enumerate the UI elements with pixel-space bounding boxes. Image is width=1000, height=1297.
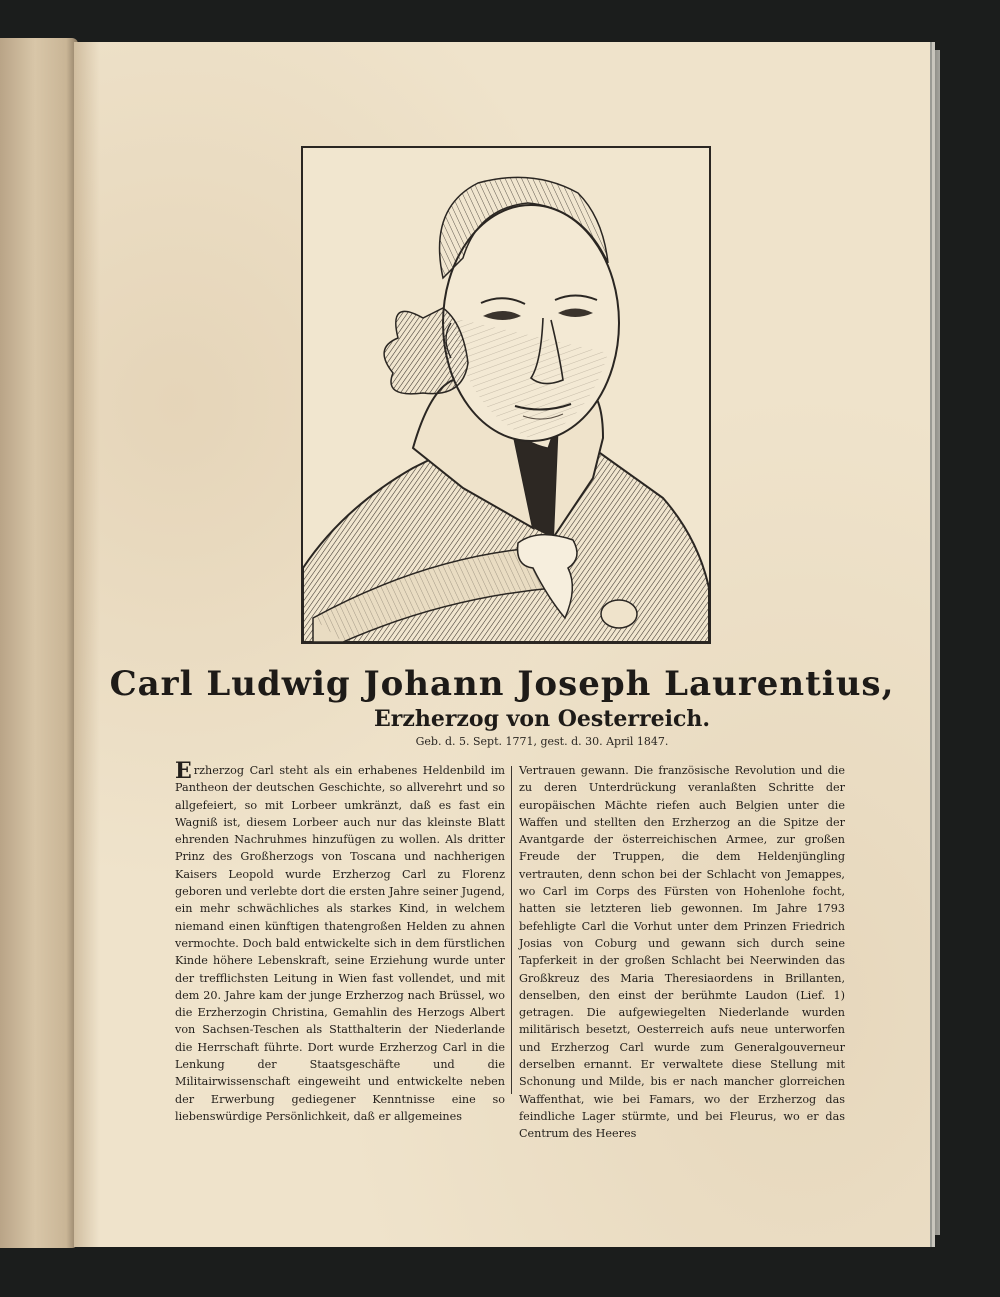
left-page-edge (0, 38, 78, 1248)
life-dates: Geb. d. 5. Sept. 1771, gest. d. 30. April 1847. (415, 735, 669, 748)
column-left-text: rzherzog Carl steht als ein erhabenes Heldenbild im Pantheon der deutschen Geschichte, so allverehrt und so allgefeiert, so mit Lorbeer umkränzt, daß es fast ein Wagniß ist, diesem Lorbeer auch nur das kleinste Blatt ehrenden Nachruhmes hinzufügen zu wollen. Als dritter Prinz des Großherzogs von Toscana und nachherigen Kaisers Leopold wurde Erzherzog Carl zu Florenz geboren und verlebte dort die ersten Jahre seiner Jugend, ein mehr schwächliches als starkes Kind, in welchem niemand einen künftigen thatengroßen Helden zu ahnen vermochte. Doch bald entwickelte sich in dem fürstlichen Kinde höhere Lebenskraft, seine Erziehung wurde unter der trefflichsten Leitung in Wien fast vollendet, und mit dem 20. Jahre kam der junge Erzherzog nach Brüssel, wo die Erzherzogin Christina, Gemahlin des Herzogs Albert von Sachsen-Teschen als Statthalterin der Niederlande die Herrschaft führte. Dort wurde Erzherzog Carl in die Lenkung der Staatsgeschäfte und die Militairwissenschaft eingeweiht und entwickelte neben der Erwerbung gediegener Kenntnisse eine so liebenswürdige Persönlichkeit, daß er allgemeines (175, 764, 505, 1123)
portrait-engraving (301, 146, 711, 644)
drop-cap: E (175, 758, 192, 784)
page-stack-edge (930, 50, 940, 1235)
text-column-right (519, 762, 845, 1143)
column-divider (511, 766, 512, 1094)
page-subtitle: Erzherzog von Oesterreich. (373, 706, 711, 732)
book-page (74, 42, 930, 1247)
column-right-text: Vertrauen gewann. Die französische Revolution und die zu deren Unterdrückung veranlaßten Schritte der europäischen Mächte riefen auch Belgien unter die Waffen und stellten den Erzherzog an die Spitze der Avantgarde der österreichischen Armee, zur großen Freude der Truppen, die dem Heldenjüngling vertrauten, denn schon bei der Schlacht von Jemappes, wo Carl im Corps des Fürsten von Hohenlohe focht, hatten sie letzteren lieb gewonnen. Im Jahre 1793 befehligte Carl die Vorhut unter dem Prinzen Friedrich Josias von Coburg und gewann sich durch seine Tapferkeit in der großen Schlacht bei Neerwinden das Großkreuz des Maria Theresiaordens in Brillanten, denselben, den einst der berühmte Laudon (Lief. 1) getragen. Die aufgewiegelten Niederlande wurden militärisch besetzt, Oesterreich aufs neue unterworfen und Erzherzog Carl wurde zum Generalgouverneur derselben ernannt. Er verwaltete diese Stellung mit Schonung und Milde, bis er nach mancher glorreichen Waffenthat, wie bei Famars, wo der Erzherzog das feindliche Lager stürmte, und bei Fleurus, wo er das Centrum des Heeres (519, 764, 845, 1141)
text-column-left (175, 758, 505, 1125)
portrait-illustration (303, 148, 709, 642)
page-title: Carl Ludwig Johann Joseph Laurentius, (109, 664, 895, 704)
